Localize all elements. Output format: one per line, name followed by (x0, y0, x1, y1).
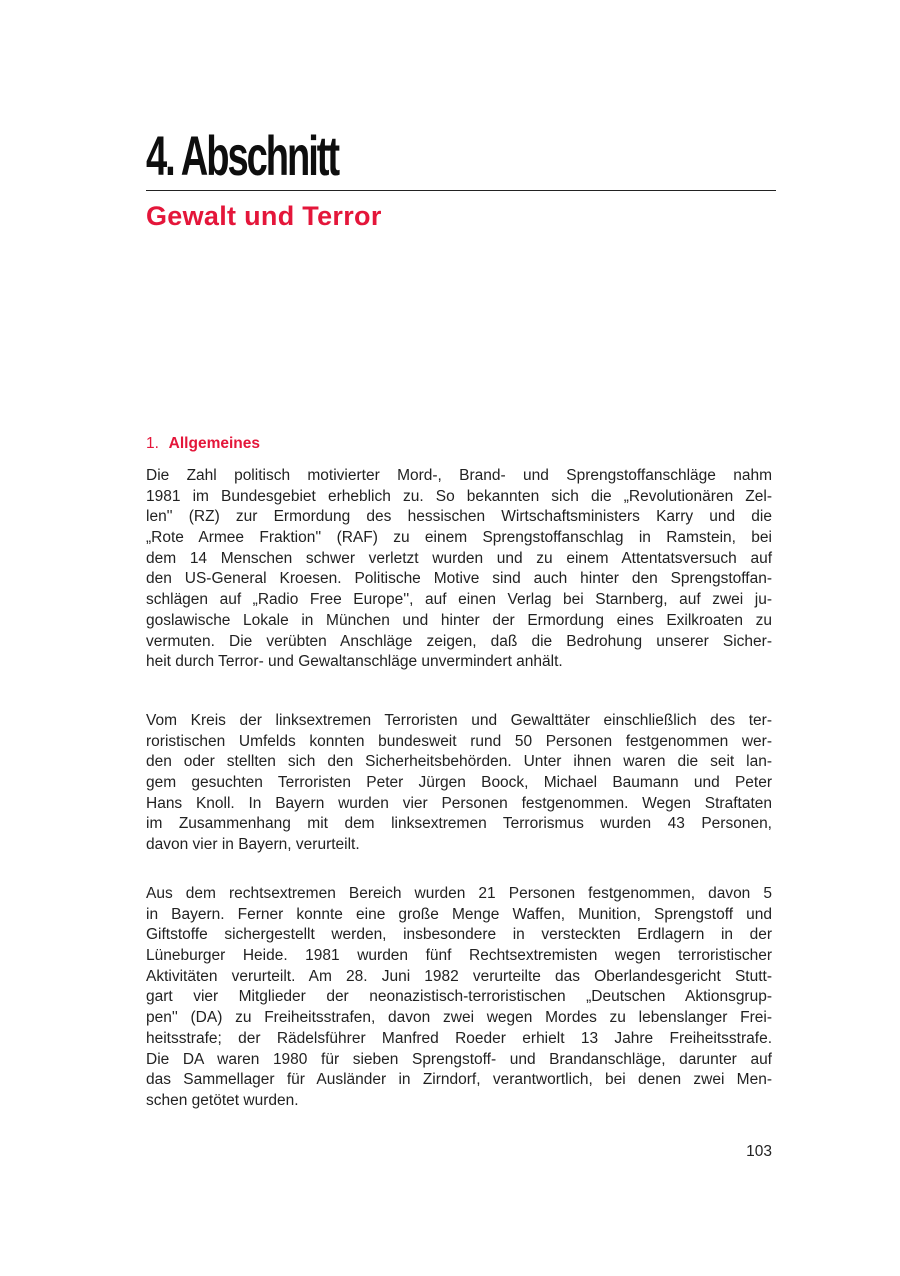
section-heading (146, 434, 260, 454)
text-line: heit durch Terror- und Gewaltanschläge unvermindert anhält. (146, 653, 563, 671)
text-line: goslawische Lokale in München und hinter der Ermordung eines Exilkroaten zu (146, 611, 772, 629)
text-line: Die Zahl politisch motivierter Mord-, Brand- und Sprengstoffanschläge nahm (146, 467, 772, 484)
text-line: Die DA waren 1980 für sieben Sprengstoff- und Brandanschläge, darunter auf (146, 1050, 772, 1068)
text-line: Hans Knoll. In Bayern wurden vier Personen festgenommen. Wegen Straftaten (146, 794, 772, 812)
text-line: im Zusammenhang mit dem linksextremen Terrorismus wurden 43 Personen, (146, 815, 772, 833)
text-line: schlägen auf „Radio Free Europe'', auf einen Verlag bei Starnberg, auf zwei ju- (146, 591, 772, 609)
text-line: den oder stellten sich den Sicherheitsbehörden. Unter ihnen waren die seit lan- (146, 753, 772, 771)
paragraph-3 (146, 884, 772, 1112)
text-line: heitsstrafe; der Rädelsführer Manfred Roeder erhielt 13 Jahre Freiheitsstrafe. (146, 1029, 772, 1047)
section-number: 1. (146, 435, 159, 452)
text-line: Vom Kreis der linksextremen Terroristen und Gewalttäter einschließlich des ter- (146, 712, 772, 729)
text-line: den US-General Kroesen. Politische Motive sind auch hinter den Sprengstoffan- (146, 570, 772, 588)
paragraph-1 (146, 466, 772, 673)
text-line: in Bayern. Ferner konnte eine große Menge Waffen, Munition, Sprengstoff und (146, 905, 772, 923)
text-line: „Rote Armee Fraktion'' (RAF) zu einem Sprengstoffanschlag in Ramstein, bei (146, 529, 772, 547)
chapter-heading: 4. Abschnitt (146, 124, 339, 187)
text-line: roristischen Umfelds konnten bundesweit rund 50 Personen festgenommen wer- (146, 732, 772, 750)
text-line: gart vier Mitglieder der neonazistisch-terroristischen „Deutschen Aktionsgrup- (146, 988, 772, 1006)
text-line: 1981 im Bundesgebiet erheblich zu. So bekannten sich die „Revolutionären Zel- (146, 487, 772, 505)
page-number: 103 (746, 1143, 772, 1160)
text-line: davon vier in Bayern, verurteilt. (146, 836, 360, 854)
text-line: dem 14 Menschen schwer verletzt wurden und zu einem Attentatsversuch auf (146, 549, 772, 567)
text-line: vermuten. Die verübten Anschläge zeigen, daß die Bedrohung unserer Sicher- (146, 632, 772, 650)
text-line: das Sammellager für Ausländer in Zirndorf, verantwortlich, bei denen zwei Men- (146, 1071, 772, 1089)
text-line: Giftstoffe sichergestellt werden, insbesondere in versteckten Erdlagern in der (146, 926, 772, 944)
text-line: schen getötet wurden. (146, 1091, 299, 1109)
text-line: pen'' (DA) zu Freiheitsstrafen, davon zwei wegen Mordes zu lebenslanger Frei- (146, 1009, 772, 1027)
text-line: Lüneburger Heide. 1981 wurden fünf Rechtsextremisten wegen terroristischer (146, 947, 772, 965)
heading-divider (146, 190, 776, 191)
text-line: Aktivitäten verurteilt. Am 28. Juni 1982 verurteilte das Oberlandesgericht Stutt- (146, 967, 772, 985)
paragraph-2 (146, 711, 772, 856)
section-title: Allgemeines (168, 435, 260, 452)
chapter-subtitle: Gewalt und Terror (146, 201, 382, 231)
text-line: len'' (RZ) zur Ermordung des hessischen Wirtschaftsministers Karry und die (146, 508, 772, 526)
text-line: gem gesuchten Terroristen Peter Jürgen Boock, Michael Baumann und Peter (146, 774, 772, 792)
text-line: Aus dem rechtsextremen Bereich wurden 21 Personen festgenommen, davon 5 (146, 885, 772, 902)
